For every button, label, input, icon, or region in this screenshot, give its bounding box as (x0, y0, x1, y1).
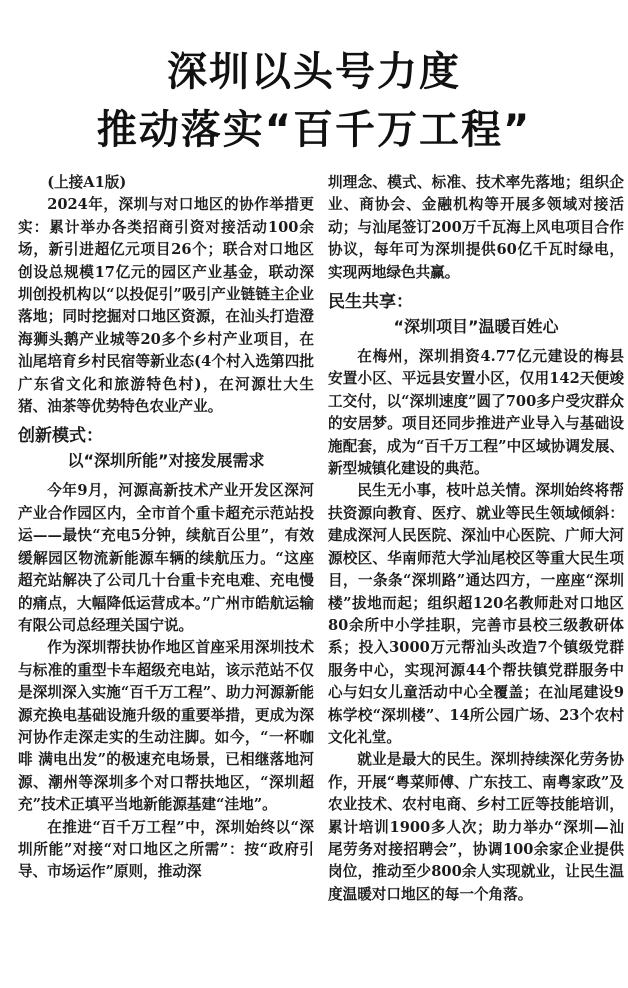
right-column (328, 172, 624, 906)
continued-from-note: (上接A1版) (47, 174, 127, 191)
section-subtitle-livelihood: “深圳项目”温暖百姓心 (393, 317, 559, 337)
headline-line-1: 深圳以头号力度 (167, 49, 461, 95)
section-title-innovation: 创新模式： (18, 426, 103, 447)
paragraph-shenzhen-capability: 在推进“百千万工程”中，深圳始终以“深圳所能”对接“对口地区之所需”：按“政府引导、市场运作”原则，推动深 (18, 818, 314, 881)
paragraph-meizhou-housing: 在梅州，深圳捐资4.77亿元建设的梅县安置小区、平远县安置小区，仅用142天便竣工交付，以“深圳速度”圆了700多户受灾群众的安居梦。项目还同步推进产业导入与基础设施配套，成为“百千万工程”中区域协调发展、新型城镇化建设的典范。 (328, 348, 624, 478)
paragraph-supercharge-significance: 作为深圳帮扶协作地区首座采用深圳技术与标准的重型卡车超级充电站，该示范站不仅是深圳深入实施“百千万工程”、助力河源新能源充换电基础设施升级的重要举措，更成为深河协作走深走实的生动注脚。如今，“一杯咖啡 满电出发”的极速充电场景，已相继落地河源、潮州等深圳多个对口帮扶地区，“深圳超充”技术正填平当地新能源基建“洼地”。 (18, 639, 314, 814)
left-column (18, 172, 314, 884)
paragraph-livelihood-resources: 民生无小事，枝叶总关情。深圳始终将帮扶资源向教育、医疗、就业等民生领域倾斜：建成深河人民医院、深汕中心医院、广师大河源校区、华南师范大学汕尾校区等重大民生项目，一条条“深圳路”通达四方，一座座“深圳楼”拔地而起；组织超120名教师赴对口地区80余所中小学挂职，完善市县校三级教研体系；投入3000万元帮汕头改造7个镇级党群服务中心，实现河源44个帮扶镇党群服务中心与妇女儿童活动中心全覆盖；在汕尾建设9栋学校“深圳楼”、14所公园广场、23个农村文化礼堂。 (328, 482, 624, 746)
headline-line-2: 推动落实“百千万工程” (96, 107, 532, 153)
paragraph-collaboration: 2024年，深圳与对口地区的协作举措更实：累计举办各类招商引资对接活动100余场，新引进超亿元项目26个；联合对口地区创设总规模17亿元的园区产业基金，联动深圳创投机构以“以投促引”吸引产业链链主企业落地；同时挖掘对口地区资源，在汕头打造澄海狮头鹅产业城等20多个乡村产业项目，在汕尾培育乡村民宿等新业态(4个村入选第四批广东省文化和旅游特色村)，在河源壮大生猪、油茶等优势特色农业产业。 (18, 196, 314, 416)
paragraph-supercharge-station: 今年9月，河源高新技术产业开发区深河产业合作园区内，全市首个重卡超充示范站投运——最快“充电5分钟，续航百公里”，有效缓解园区物流新能源车辆的续航压力。“这座超充站解决了公司几十台重卡充电难、充电慢的痛点，大幅降低运营成本。”广州市皓航运输有限公司总经理关国宁说。 (18, 482, 314, 634)
section-subtitle-innovation: 以“深圳所能”对接发展需求 (67, 451, 265, 471)
section-title-livelihood: 民生共享： (328, 292, 413, 313)
paragraph-shenzhen-capability-cont: 圳理念、模式、标准、技术率先落地；组织企业、商协会、金融机构等开展多领域对接活动；与汕尾签订200万千瓦海上风电项目合作协议，每年可为深圳提供60亿千瓦时绿电，实现两地绿色共赢。 (328, 174, 624, 281)
paragraph-employment: 就业是最大的民生。深圳持续深化劳务协作，开展“粤菜师傅、广东技工、南粤家政”及农业技术、农村电商、乡村工匠等技能培训，累计培训1900多人次；助力举办“深圳—汕尾劳务对接招聘会”，协调100余家企业提供岗位，推动至少800余人实现就业，让民生温度温暖对口地区的每一个角落。 (328, 751, 624, 903)
